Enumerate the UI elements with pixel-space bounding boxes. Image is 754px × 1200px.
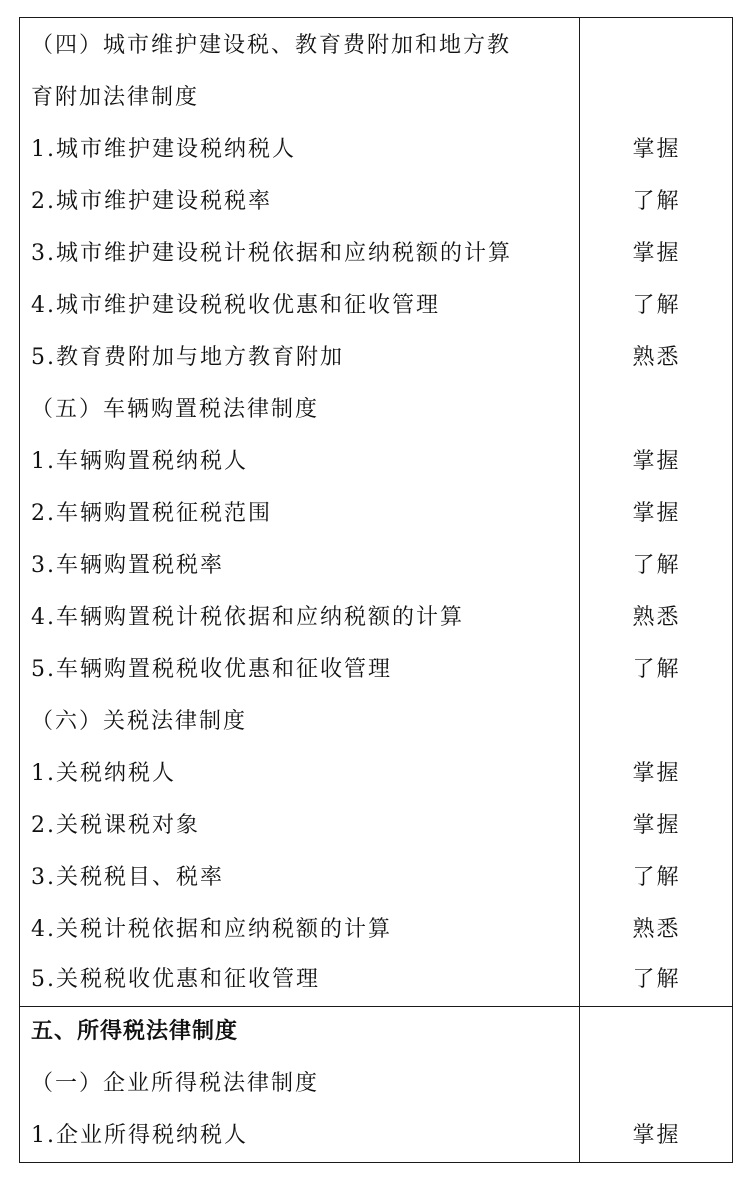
table-row	[19, 436, 733, 488]
row-level: 了解	[632, 967, 681, 992]
row-topic: 1.车辆购置税纳税人	[31, 449, 248, 474]
row-topic: （六）关税法律制度	[31, 709, 248, 734]
row-level	[580, 384, 733, 436]
row-level: 熟悉	[632, 917, 681, 942]
row-topic: （五）车辆购置税法律制度	[31, 397, 320, 422]
row-level: 了解	[632, 865, 681, 890]
row-level: 了解	[632, 553, 681, 578]
table-row	[19, 176, 733, 228]
table-row	[19, 332, 733, 384]
table-row	[19, 800, 733, 852]
table-row	[19, 852, 733, 904]
table-row	[19, 904, 733, 956]
table-row	[19, 228, 733, 280]
table-row	[19, 488, 733, 540]
table-row	[19, 1058, 733, 1110]
row-level: 了解	[632, 293, 681, 318]
row-level: 掌握	[632, 137, 681, 162]
table-row	[19, 748, 733, 800]
row-level: 掌握	[632, 241, 681, 266]
row-topic: 5.关税税收优惠和征收管理	[31, 967, 320, 992]
row-level	[580, 1058, 733, 1110]
row-topic: 3.关税税目、税率	[31, 865, 224, 890]
row-topic: （四）城市维护建设税、教育费附加和地方教	[31, 33, 512, 58]
table-row	[19, 644, 733, 696]
row-topic: 4.车辆购置税计税依据和应纳税额的计算	[31, 605, 464, 630]
row-level: 掌握	[632, 1123, 681, 1148]
row-level: 熟悉	[632, 345, 681, 370]
row-topic: 2.关税课税对象	[31, 813, 200, 838]
row-level: 掌握	[632, 813, 681, 838]
row-topic: （一）企业所得税法律制度	[31, 1071, 320, 1096]
section-heading: 五、所得税法律制度	[31, 1019, 239, 1044]
section-heading-row	[19, 1006, 733, 1058]
row-level	[580, 20, 733, 72]
table-row	[19, 696, 733, 748]
row-topic: 5.教育费附加与地方教育附加	[31, 345, 344, 370]
row-topic: 4.关税计税依据和应纳税额的计算	[31, 917, 392, 942]
row-topic: 3.城市维护建设税计税依据和应纳税额的计算	[31, 241, 512, 266]
table-row	[19, 1110, 733, 1162]
row-topic: 5.车辆购置税税收优惠和征收管理	[31, 657, 392, 682]
row-topic: 2.城市维护建设税税率	[31, 189, 272, 214]
row-topic: 2.车辆购置税征税范围	[31, 501, 272, 526]
table-row	[19, 20, 733, 72]
table-row	[19, 280, 733, 332]
table-row	[19, 72, 733, 124]
row-topic: 育附加法律制度	[31, 85, 200, 110]
row-level	[580, 1006, 733, 1058]
row-level: 掌握	[632, 501, 681, 526]
table-row	[19, 540, 733, 592]
row-level: 熟悉	[632, 605, 681, 630]
row-level	[580, 696, 733, 748]
row-topic: 1.企业所得税纳税人	[31, 1123, 248, 1148]
row-topic: 1.城市维护建设税纳税人	[31, 137, 296, 162]
table-row	[19, 384, 733, 436]
row-level	[580, 72, 733, 124]
row-topic: 3.车辆购置税税率	[31, 553, 224, 578]
row-level: 了解	[632, 657, 681, 682]
table-row	[19, 954, 733, 1006]
row-level: 掌握	[632, 449, 681, 474]
row-topic: 4.城市维护建设税税收优惠和征收管理	[31, 293, 440, 318]
table-row	[19, 592, 733, 644]
row-level: 了解	[632, 189, 681, 214]
row-topic: 1.关税纳税人	[31, 761, 176, 786]
table-row	[19, 124, 733, 176]
row-level: 掌握	[632, 761, 681, 786]
